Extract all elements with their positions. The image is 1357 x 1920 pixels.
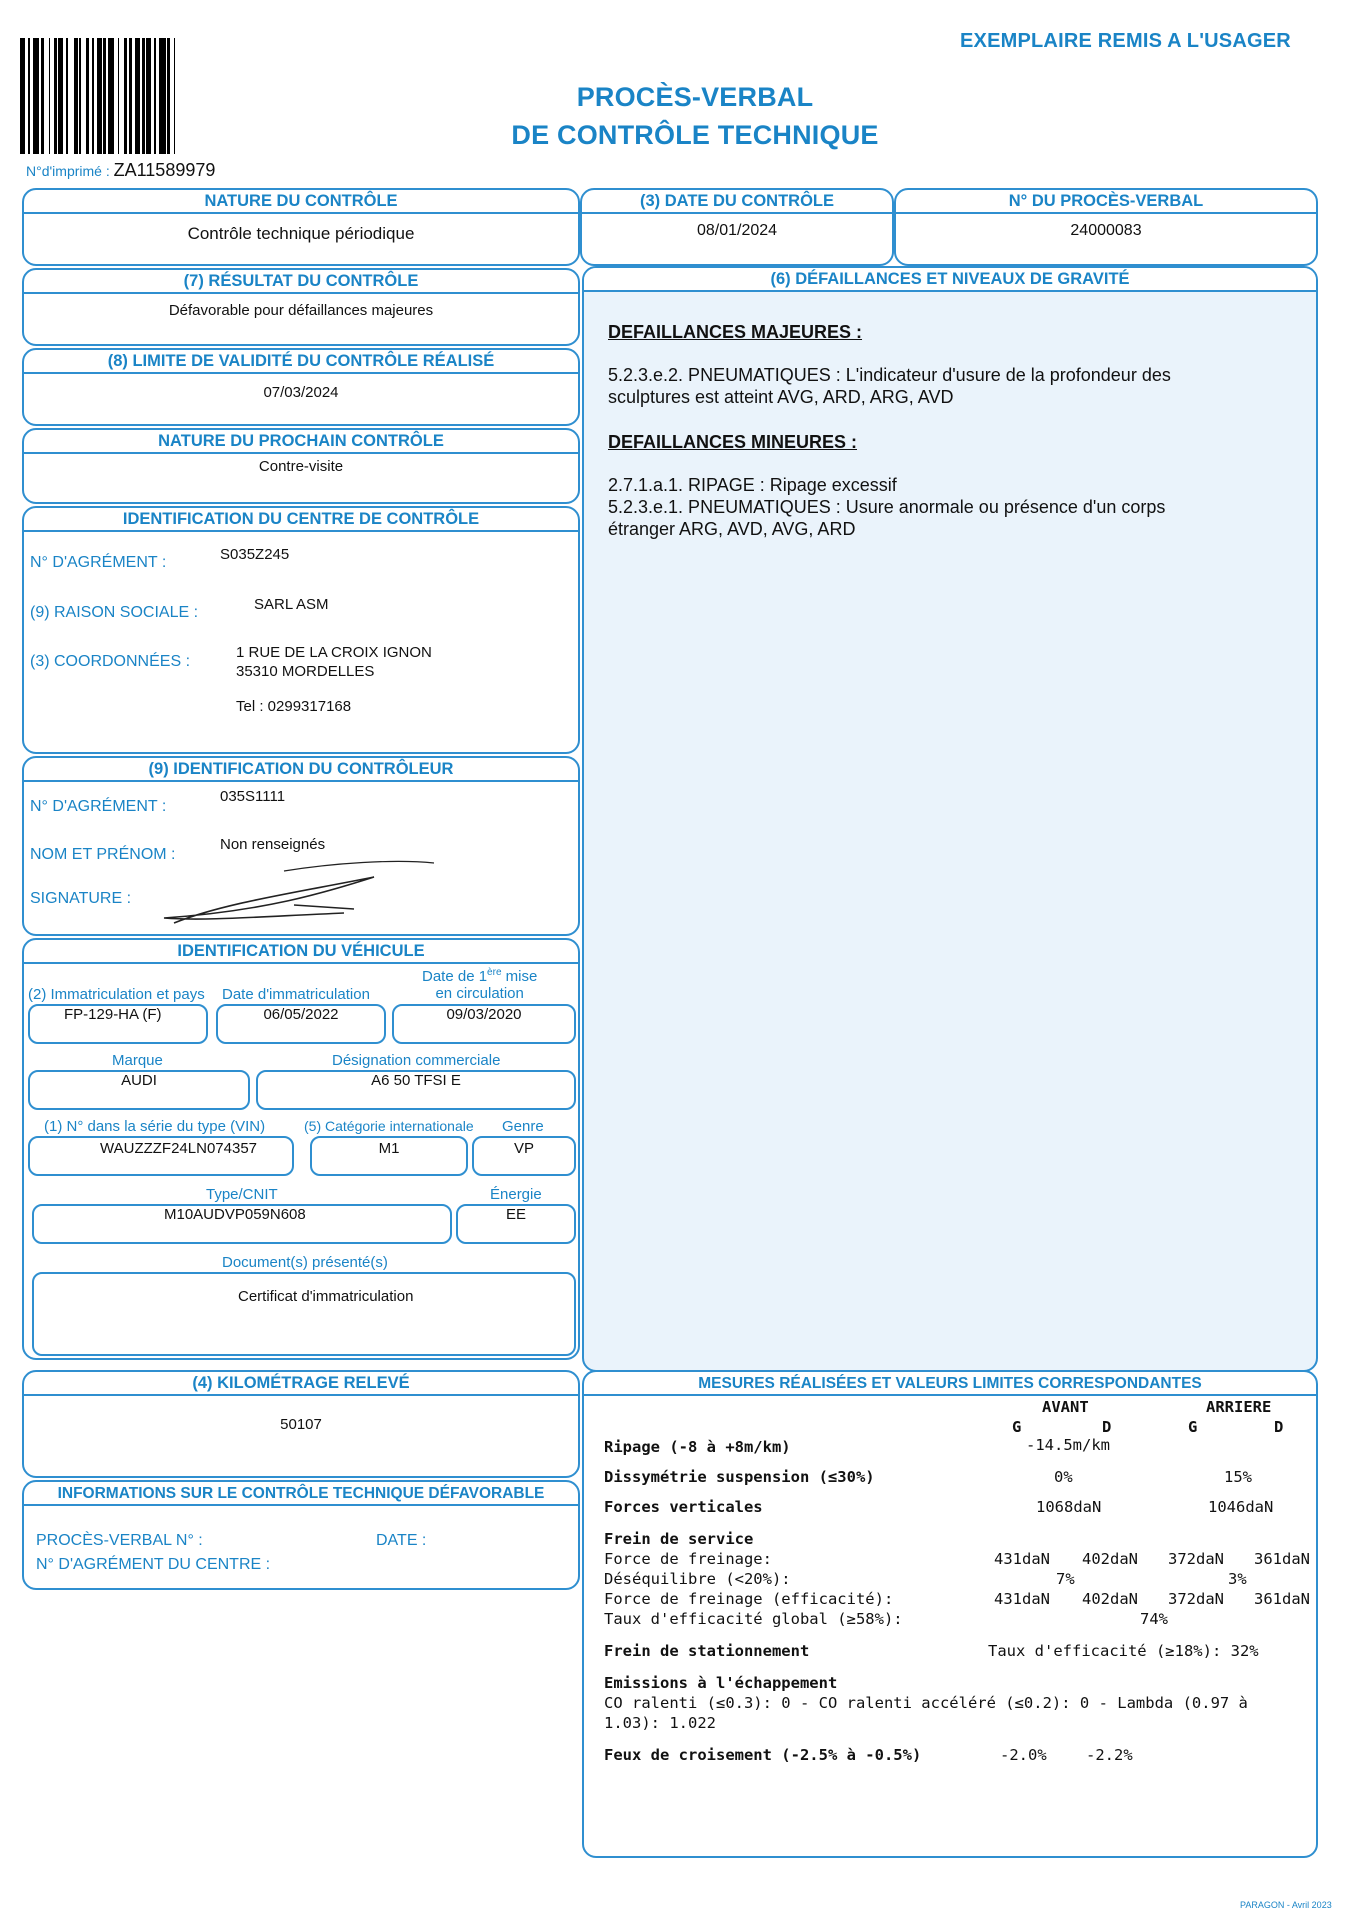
feux-croisement-label: Feux de croisement (-2.5% à -0.5%) xyxy=(604,1746,922,1764)
signature-label: SIGNATURE : xyxy=(30,890,132,907)
date-controle-value: 08/01/2024 xyxy=(696,222,778,239)
arriere-g-header: G xyxy=(1188,1418,1198,1436)
raison-sociale-label: (9) RAISON SOCIALE : xyxy=(30,604,199,621)
barcode-bar xyxy=(174,38,176,154)
page-title xyxy=(420,78,970,154)
imprime-number: ZA11589979 xyxy=(113,160,216,180)
kilometrage-box xyxy=(22,1370,580,1478)
coordonnees-label: (3) COORDONNÉES : xyxy=(30,653,191,670)
signature-image xyxy=(144,833,464,933)
dissymetrie-avant: 0% xyxy=(1054,1468,1073,1486)
limite-box xyxy=(22,348,580,426)
barcode-bar xyxy=(146,38,151,154)
designation-value: A6 50 TFSI E xyxy=(371,1072,461,1089)
arriere-header: ARRIERE xyxy=(1206,1398,1272,1416)
avant-g-header: G xyxy=(1012,1418,1022,1436)
controleur-agrement-value: 035S1111 xyxy=(220,788,286,805)
num-pv-box xyxy=(894,188,1318,266)
genre-field xyxy=(472,1136,576,1176)
barcode-bar xyxy=(142,38,145,154)
barcode xyxy=(20,38,310,154)
resultat-title: (7) RÉSULTAT DU CONTRÔLE xyxy=(24,270,578,294)
force-freinage-avd: 402daN xyxy=(1082,1550,1138,1568)
cnit-label: Type/CNIT xyxy=(206,1186,278,1203)
centre-agrement-value: S035Z245 xyxy=(220,546,290,563)
controleur-box xyxy=(22,756,580,936)
categorie-field xyxy=(310,1136,468,1176)
designation-label: Désignation commerciale xyxy=(332,1052,501,1069)
documents-field xyxy=(32,1272,576,1356)
mineures-title: DEFAILLANCES MINEURES : xyxy=(608,432,858,452)
barcode-bar xyxy=(97,38,102,154)
documents-label: Document(s) présenté(s) xyxy=(222,1254,388,1271)
frein-stationnement-value: Taux d'efficacité (≥18%): 32% xyxy=(988,1642,1259,1660)
feux-croisement-droite: -2.2% xyxy=(1086,1746,1133,1764)
address-line2: 35310 MORDELLES xyxy=(236,663,375,680)
date-immat-label: Date d'immatriculation xyxy=(222,986,370,1003)
immat-label: (2) Immatriculation et pays xyxy=(28,986,205,1003)
resultat-value: Défavorable pour défaillances majeures xyxy=(168,302,434,319)
barcode-bar xyxy=(49,38,51,154)
exemplaire-label: EXEMPLAIRE REMIS A L'USAGER xyxy=(960,30,1291,52)
energie-label: Énergie xyxy=(490,1186,542,1203)
nature-controle-title: NATURE DU CONTRÔLE xyxy=(24,190,578,214)
vehicule-title: IDENTIFICATION DU VÉHICULE xyxy=(24,940,578,964)
mesures-title: MESURES RÉALISÉES ET VALEURS LIMITES CORRESPONDANTES xyxy=(584,1372,1316,1396)
marque-label: Marque xyxy=(112,1052,163,1069)
ripage-value: -14.5m/km xyxy=(1026,1436,1110,1454)
force-efficacite-avg: 431daN xyxy=(994,1590,1050,1608)
premiere-circulation-value: 09/03/2020 xyxy=(446,1006,522,1023)
force-efficacite-arg: 372daN xyxy=(1168,1590,1224,1608)
genre-label: Genre xyxy=(502,1118,544,1135)
majeures-title: DEFAILLANCES MAJEURES : xyxy=(608,322,863,342)
prochain-value: Contre-visite xyxy=(258,458,344,475)
defaillances-box xyxy=(582,266,1318,1372)
desequilibre-arriere: 3% xyxy=(1228,1570,1247,1588)
barcode-bar xyxy=(103,38,106,154)
energie-field xyxy=(456,1204,576,1244)
defavorable-agrement-label: N° D'AGRÉMENT DU CENTRE : xyxy=(36,1556,271,1573)
controleur-title: (9) IDENTIFICATION DU CONTRÔLEUR xyxy=(24,758,578,782)
dissymetrie-label: Dissymétrie suspension (≤30%) xyxy=(604,1468,875,1486)
title-line1: PROCÈS-VERBAL xyxy=(576,82,814,112)
address-line1: 1 RUE DE LA CROIX IGNON xyxy=(236,644,432,661)
categorie-value: M1 xyxy=(378,1140,400,1157)
premiere-label-a: Date de 1 xyxy=(422,968,488,985)
arriere-d-header: D xyxy=(1274,1418,1284,1436)
barcode-bar xyxy=(154,38,156,154)
barcode-bar xyxy=(54,38,57,154)
barcode-bar xyxy=(41,38,44,154)
defavorable-title: INFORMATIONS SUR LE CONTRÔLE TECHNIQUE DÉFAVORABLE xyxy=(24,1482,578,1506)
centre-box xyxy=(22,506,580,754)
forces-avant: 1068daN xyxy=(1036,1498,1102,1516)
defaillances-title: (6) DÉFAILLANCES ET NIVEAUX DE GRAVITÉ xyxy=(584,268,1316,292)
vehicule-box xyxy=(22,938,580,1360)
desequilibre-avant: 7% xyxy=(1056,1570,1075,1588)
barcode-bar xyxy=(20,38,25,154)
barcode-bar xyxy=(167,38,170,154)
defavorable-date-label: DATE : xyxy=(376,1532,427,1549)
limite-value: 07/03/2024 xyxy=(263,384,339,401)
mineures-line2: 5.2.3.e.1. PNEUMATIQUES : Usure anormale ou présence d'un corps xyxy=(608,497,1166,517)
majeures-line2: sculptures est atteint AVG, ARD, ARG, AVD xyxy=(608,387,954,407)
date-controle-title: (3) DATE DU CONTRÔLE xyxy=(582,190,892,214)
limite-title: (8) LIMITE DE VALIDITÉ DU CONTRÔLE RÉALISÉ xyxy=(24,350,578,374)
centre-title: IDENTIFICATION DU CENTRE DE CONTRÔLE xyxy=(24,508,578,532)
premiere-label-c: en circulation xyxy=(435,985,524,1002)
force-efficacite-avd: 402daN xyxy=(1082,1590,1138,1608)
majeures-line1: 5.2.3.e.2. PNEUMATIQUES : L'indicateur d'usure de la profondeur des xyxy=(608,365,1171,385)
force-freinage-arg: 372daN xyxy=(1168,1550,1224,1568)
barcode-bar xyxy=(66,38,68,154)
forces-label: Forces verticales xyxy=(604,1498,763,1516)
taux-global-label: Taux d'efficacité global (≥58%): xyxy=(604,1610,903,1628)
force-efficacite-ard: 361daN xyxy=(1254,1590,1310,1608)
energie-value: EE xyxy=(505,1206,526,1223)
designation-field xyxy=(256,1070,576,1110)
barcode-bar xyxy=(129,38,132,154)
immat-field xyxy=(28,1004,208,1044)
premiere-label-sup: ère xyxy=(487,967,502,978)
desequilibre-label: Déséquilibre (<20%): xyxy=(604,1570,791,1588)
barcode-bar xyxy=(92,38,94,154)
premiere-circulation-label xyxy=(422,964,537,1002)
date-controle-box xyxy=(580,188,894,266)
documents-value: Certificat d'immatriculation xyxy=(238,1288,414,1305)
vin-label: (1) N° dans la série du type (VIN) xyxy=(44,1118,266,1135)
controleur-agrement-label: N° D'AGRÉMENT : xyxy=(30,798,167,815)
barcode-bar xyxy=(135,38,140,154)
avant-header: AVANT xyxy=(1042,1398,1089,1416)
centre-agrement-label: N° D'AGRÉMENT : xyxy=(30,554,167,571)
raison-sociale-value: SARL ASM xyxy=(254,596,329,613)
frein-stationnement-label: Frein de stationnement xyxy=(604,1642,810,1660)
cnit-value: M10AUDVP059N608 xyxy=(164,1206,306,1223)
imprime-label xyxy=(26,160,215,181)
barcode-bar xyxy=(28,38,30,154)
categorie-label: (5) Catégorie internationale xyxy=(304,1118,474,1134)
feux-croisement-gauche: -2.0% xyxy=(1000,1746,1047,1764)
ripage-label: Ripage (-8 à +8m/km) xyxy=(604,1438,791,1456)
paragon-footer: PARAGON - Avril 2023 xyxy=(1240,1900,1332,1910)
force-freinage-ard: 361daN xyxy=(1254,1550,1310,1568)
barcode-bar xyxy=(33,38,39,154)
resultat-box xyxy=(22,268,580,346)
kilometrage-title: (4) KILOMÉTRAGE RELEVÉ xyxy=(24,1372,578,1396)
kilometrage-value: 50107 xyxy=(280,1416,322,1433)
taux-global-value: 74% xyxy=(1140,1610,1168,1628)
defavorable-pv-label: PROCÈS-VERBAL N° : xyxy=(36,1532,203,1549)
avant-d-header: D xyxy=(1102,1418,1112,1436)
barcode-bar xyxy=(108,38,114,154)
prochain-box xyxy=(22,428,580,504)
marque-field xyxy=(28,1070,250,1110)
dissymetrie-arriere: 15% xyxy=(1224,1468,1252,1486)
forces-arriere: 1046daN xyxy=(1208,1498,1274,1516)
force-freinage-avg: 431daN xyxy=(994,1550,1050,1568)
nature-controle-box xyxy=(22,188,580,266)
barcode-bar xyxy=(58,38,63,154)
marque-value: AUDI xyxy=(121,1072,157,1089)
genre-value: VP xyxy=(513,1140,534,1157)
mineures-line1: 2.7.1.a.1. RIPAGE : Ripage excessif xyxy=(608,475,897,495)
nom-prenom-label: NOM ET PRÉNOM : xyxy=(30,846,176,863)
barcode-bar xyxy=(124,38,127,154)
prochain-title: NATURE DU PROCHAIN CONTRÔLE xyxy=(24,430,578,454)
imprime-label-text: N°d'imprimé : xyxy=(26,163,110,179)
barcode-bar xyxy=(118,38,120,154)
num-pv-title: N° DU PROCÈS-VERBAL xyxy=(896,190,1316,214)
vin-value: WAUZZZF24LN074357 xyxy=(100,1140,258,1157)
title-line2: DE CONTRÔLE TECHNIQUE xyxy=(511,120,879,150)
num-pv-value: 24000083 xyxy=(1070,222,1142,239)
emissions-line1: CO ralenti (≤0.3): 0 - CO ralenti accéléré (≤0.2): 0 - Lambda (0.97 à xyxy=(604,1694,1248,1712)
defavorable-box xyxy=(22,1480,580,1590)
telephone: Tel : 0299317168 xyxy=(236,698,352,715)
nature-controle-value: Contrôle technique périodique xyxy=(187,224,415,243)
emissions-line2: 1.03): 1.022 xyxy=(604,1714,716,1732)
vin-field xyxy=(28,1136,294,1176)
force-freinage-label: Force de freinage: xyxy=(604,1550,772,1568)
mesures-box xyxy=(582,1370,1318,1858)
barcode-bar xyxy=(79,38,81,154)
frein-service-label: Frein de service xyxy=(604,1530,754,1548)
barcode-bar xyxy=(86,38,89,154)
immat-value: FP-129-HA (F) xyxy=(64,1006,162,1023)
premiere-circulation-field xyxy=(392,1004,576,1044)
date-immat-value: 06/05/2022 xyxy=(263,1006,339,1023)
mineures-line3: étranger ARG, AVD, AVG, ARD xyxy=(608,519,856,539)
emissions-label: Emissions à l'échappement xyxy=(604,1674,838,1692)
barcode-bar xyxy=(74,38,77,154)
cnit-field xyxy=(32,1204,452,1244)
nom-prenom-value: Non renseignés xyxy=(220,836,326,853)
force-efficacite-label: Force de freinage (efficacité): xyxy=(604,1590,894,1608)
date-immat-field xyxy=(216,1004,386,1044)
barcode-bar xyxy=(159,38,165,154)
premiere-label-b: mise xyxy=(501,968,538,985)
